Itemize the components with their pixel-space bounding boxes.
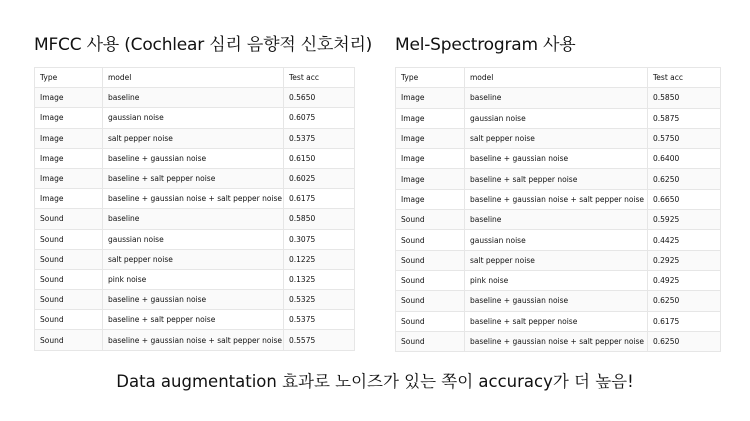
- mel-spectrogram-table-body: [396, 68, 721, 352]
- test-acc-cell: 0.6025: [284, 168, 355, 188]
- model-cell: gaussian noise: [103, 108, 284, 128]
- test-acc-cell: 0.6250: [648, 291, 721, 311]
- table-row: [35, 209, 355, 229]
- type-cell: Sound: [396, 210, 465, 230]
- table-row: [396, 270, 721, 290]
- test-acc-cell: 0.5750: [648, 128, 721, 148]
- model-cell: gaussian noise: [465, 108, 648, 128]
- table-header-row: [396, 68, 721, 88]
- type-cell: Sound: [396, 291, 465, 311]
- model-cell: baseline + gaussian noise: [465, 291, 648, 311]
- model-cell: baseline: [103, 88, 284, 108]
- table-row: [35, 330, 355, 350]
- table-row: [396, 210, 721, 230]
- mel-spectrogram-title: Mel-Spectrogram 사용: [395, 35, 576, 55]
- table-row: [35, 229, 355, 249]
- table-row: [396, 311, 721, 331]
- model-cell: salt pepper noise: [103, 128, 284, 148]
- model-cell: baseline + salt pepper noise: [103, 168, 284, 188]
- column-header: Type: [35, 68, 103, 88]
- column-header: model: [465, 68, 648, 88]
- test-acc-cell: 0.3075: [284, 229, 355, 249]
- test-acc-cell: 0.6250: [648, 169, 721, 189]
- model-cell: pink noise: [103, 269, 284, 289]
- type-cell: Image: [35, 168, 103, 188]
- type-cell: Image: [35, 148, 103, 168]
- model-cell: baseline + gaussian noise: [465, 149, 648, 169]
- type-cell: Image: [35, 128, 103, 148]
- test-acc-cell: 0.4425: [648, 230, 721, 250]
- type-cell: Sound: [396, 270, 465, 290]
- type-cell: Sound: [396, 331, 465, 351]
- model-cell: baseline: [465, 210, 648, 230]
- column-header: model: [103, 68, 284, 88]
- test-acc-cell: 0.6250: [648, 331, 721, 351]
- test-acc-cell: 0.2925: [648, 250, 721, 270]
- model-cell: salt pepper noise: [465, 250, 648, 270]
- table-header-row: [35, 68, 355, 88]
- model-cell: gaussian noise: [103, 229, 284, 249]
- test-acc-cell: 0.6075: [284, 108, 355, 128]
- type-cell: Sound: [35, 290, 103, 310]
- table-row: [396, 108, 721, 128]
- column-header: Type: [396, 68, 465, 88]
- type-cell: Image: [35, 108, 103, 128]
- test-acc-cell: 0.4925: [648, 270, 721, 290]
- model-cell: salt pepper noise: [465, 128, 648, 148]
- table-row: [396, 331, 721, 351]
- type-cell: Sound: [396, 250, 465, 270]
- table-row: [35, 269, 355, 289]
- conclusion-text: Data augmentation 효과로 노이즈가 있는 쪽이 accuracy가 더 높음!: [116, 372, 634, 391]
- mfcc-table-body: [35, 68, 355, 351]
- type-cell: Sound: [35, 249, 103, 269]
- type-cell: Image: [396, 169, 465, 189]
- model-cell: baseline + gaussian noise + salt pepper noise: [103, 189, 284, 209]
- test-acc-cell: 0.5325: [284, 290, 355, 310]
- test-acc-cell: 0.1225: [284, 249, 355, 269]
- model-cell: baseline + salt pepper noise: [465, 311, 648, 331]
- table-row: [396, 291, 721, 311]
- table-row: [396, 230, 721, 250]
- table-row: [35, 148, 355, 168]
- type-cell: Image: [396, 128, 465, 148]
- mfcc-results-table: [34, 67, 355, 351]
- model-cell: baseline + gaussian noise + salt pepper noise: [465, 331, 648, 351]
- model-cell: baseline: [465, 88, 648, 108]
- test-acc-cell: 0.6175: [648, 311, 721, 331]
- model-cell: baseline + salt pepper noise: [465, 169, 648, 189]
- model-cell: pink noise: [465, 270, 648, 290]
- test-acc-cell: 0.5375: [284, 128, 355, 148]
- table-row: [35, 168, 355, 188]
- type-cell: Sound: [35, 229, 103, 249]
- table-row: [35, 108, 355, 128]
- model-cell: baseline + gaussian noise: [103, 290, 284, 310]
- table-row: [396, 189, 721, 209]
- table-row: [396, 149, 721, 169]
- test-acc-cell: 0.5875: [648, 108, 721, 128]
- column-header: Test acc: [648, 68, 721, 88]
- model-cell: baseline: [103, 209, 284, 229]
- table-row: [35, 189, 355, 209]
- table-row: [396, 88, 721, 108]
- type-cell: Sound: [35, 269, 103, 289]
- table-row: [35, 290, 355, 310]
- type-cell: Image: [35, 88, 103, 108]
- test-acc-cell: 0.5575: [284, 330, 355, 350]
- mfcc-panel: [34, 34, 373, 351]
- test-acc-cell: 0.6150: [284, 148, 355, 168]
- table-row: [35, 249, 355, 269]
- type-cell: Image: [396, 88, 465, 108]
- type-cell: Sound: [35, 310, 103, 330]
- model-cell: baseline + gaussian noise + salt pepper noise: [103, 330, 284, 350]
- model-cell: gaussian noise: [465, 230, 648, 250]
- mel-spectrogram-results-table: [395, 67, 721, 352]
- type-cell: Sound: [396, 311, 465, 331]
- test-acc-cell: 0.1325: [284, 269, 355, 289]
- table-row: [35, 88, 355, 108]
- type-cell: Image: [396, 108, 465, 128]
- type-cell: Sound: [35, 209, 103, 229]
- table-row: [396, 128, 721, 148]
- test-acc-cell: 0.6400: [648, 149, 721, 169]
- model-cell: baseline + gaussian noise: [103, 148, 284, 168]
- type-cell: Sound: [396, 230, 465, 250]
- test-acc-cell: 0.5650: [284, 88, 355, 108]
- test-acc-cell: 0.5850: [648, 88, 721, 108]
- type-cell: Image: [35, 189, 103, 209]
- table-row: [396, 169, 721, 189]
- model-cell: baseline + gaussian noise + salt pepper noise: [465, 189, 648, 209]
- column-header: Test acc: [284, 68, 355, 88]
- table-row: [35, 310, 355, 330]
- table-row: [35, 128, 355, 148]
- model-cell: salt pepper noise: [103, 249, 284, 269]
- test-acc-cell: 0.5375: [284, 310, 355, 330]
- test-acc-cell: 0.6175: [284, 189, 355, 209]
- table-row: [396, 250, 721, 270]
- type-cell: Sound: [35, 330, 103, 350]
- test-acc-cell: 0.6650: [648, 189, 721, 209]
- test-acc-cell: 0.5850: [284, 209, 355, 229]
- model-cell: baseline + salt pepper noise: [103, 310, 284, 330]
- test-acc-cell: 0.5925: [648, 210, 721, 230]
- mfcc-title: MFCC 사용 (Cochlear 심리 음향적 신호처리): [34, 35, 373, 55]
- mel-spectrogram-panel: [395, 34, 720, 352]
- type-cell: Image: [396, 189, 465, 209]
- type-cell: Image: [396, 149, 465, 169]
